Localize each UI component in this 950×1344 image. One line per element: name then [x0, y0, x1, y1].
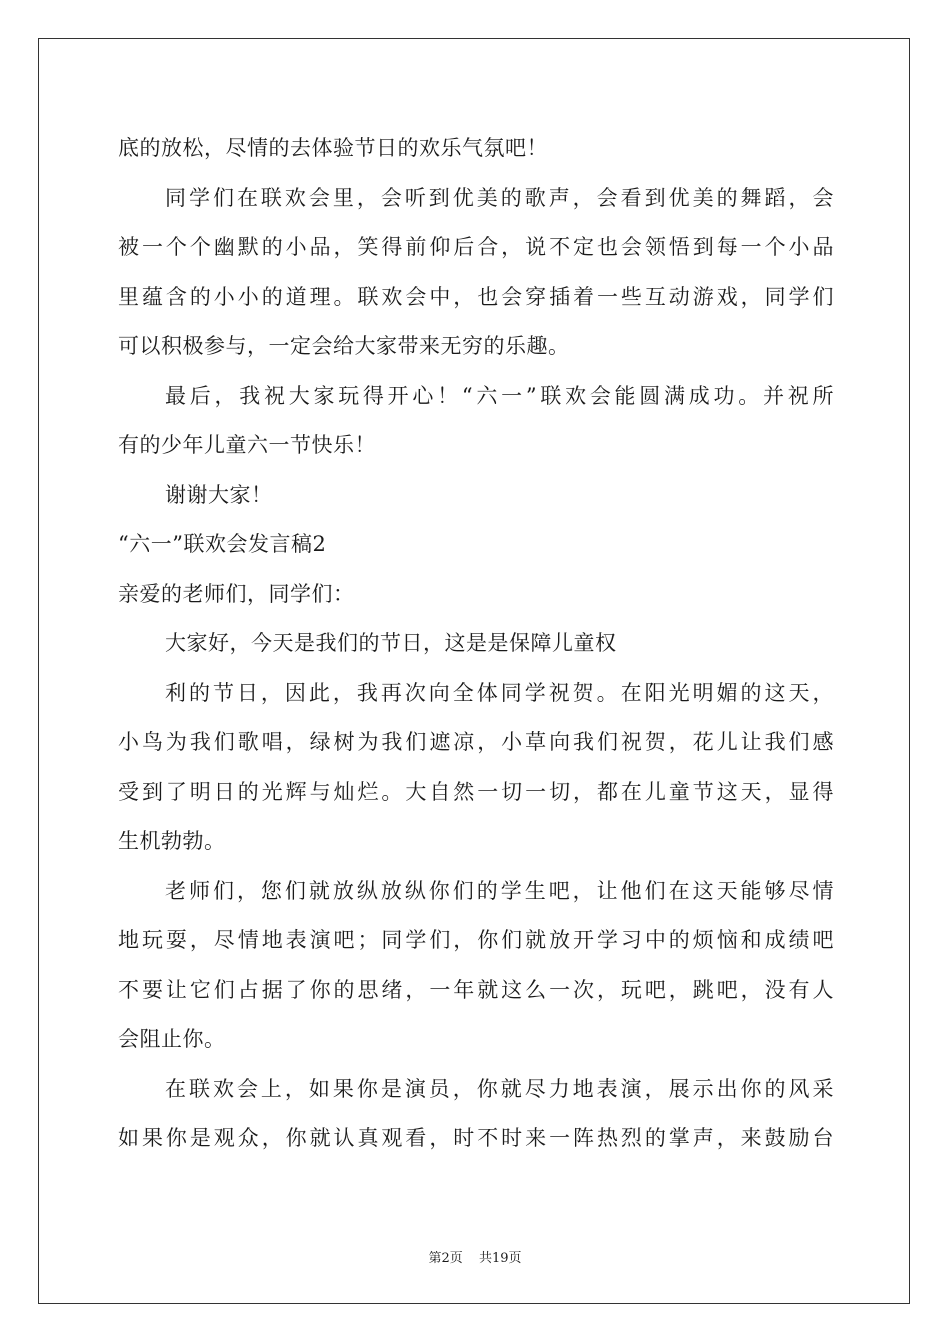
page-footer — [0, 1247, 950, 1266]
text-line: 最后，我祝大家玩得开心！“六一”联欢会能圆满成功。并祝所 — [165, 383, 834, 408]
text-line: 老师们，您们就放纵放纵你们的学生吧，让他们在这天能够尽情 — [165, 878, 834, 903]
text-line: 底的放松，尽情的去体验节日的欢乐气氛吧！ — [118, 136, 548, 160]
text-line: 生机勃勃。 — [118, 829, 226, 853]
text-line: 谢谢大家！ — [165, 482, 273, 507]
text-line: 如果你是观众，你就认真观看，时不时来一阵热烈的掌声，来鼓励台 — [118, 1126, 834, 1150]
text-line: 大家好，今天是我们的节日，这是是保障儿童权 — [165, 631, 617, 655]
text-line: “六一”联欢会发言稿2 — [118, 532, 327, 556]
text-line: 利的节日，因此，我再次向全体同学祝贺。在阳光明媚的这天， — [165, 680, 834, 705]
text-line: 会阻止你。 — [118, 1027, 226, 1051]
text-line: 小鸟为我们歌唱，绿树为我们遮凉，小草向我们祝贺，花儿让我们感 — [118, 730, 834, 754]
text-line: 亲爱的老师们，同学们： — [118, 581, 355, 606]
text-line: 里蕴含的小小的道理。联欢会中，也会穿插着一些互动游戏，同学们 — [118, 284, 834, 309]
text-line: 有的少年儿童六一节快乐！ — [118, 433, 376, 457]
text-line: 在联欢会上，如果你是演员，你就尽力地表演，展示出你的风采 — [165, 1076, 834, 1101]
page-number: 第2页 — [428, 1251, 463, 1266]
text-line: 被一个个幽默的小品，笑得前仰后合，说不定也会领悟到每一个小品 — [118, 235, 834, 259]
page-total: 共19页 — [478, 1251, 522, 1266]
text-line: 地玩耍，尽情地表演吧；同学们，你们就放开学习中的烦恼和成绩吧 — [118, 928, 834, 952]
document-body — [118, 124, 834, 1164]
text-line: 可以积极参与，一定会给大家带来无穷的乐趣。 — [118, 334, 570, 358]
text-line: 不要让它们占据了你的思绪，一年就这么一次，玩吧，跳吧，没有人 — [118, 977, 834, 1002]
text-line: 同学们在联欢会里，会听到优美的歌声，会看到优美的舞蹈，会 — [165, 185, 834, 210]
text-line: 受到了明日的光辉与灿烂。大自然一切一切，都在儿童节这天，显得 — [118, 779, 834, 804]
